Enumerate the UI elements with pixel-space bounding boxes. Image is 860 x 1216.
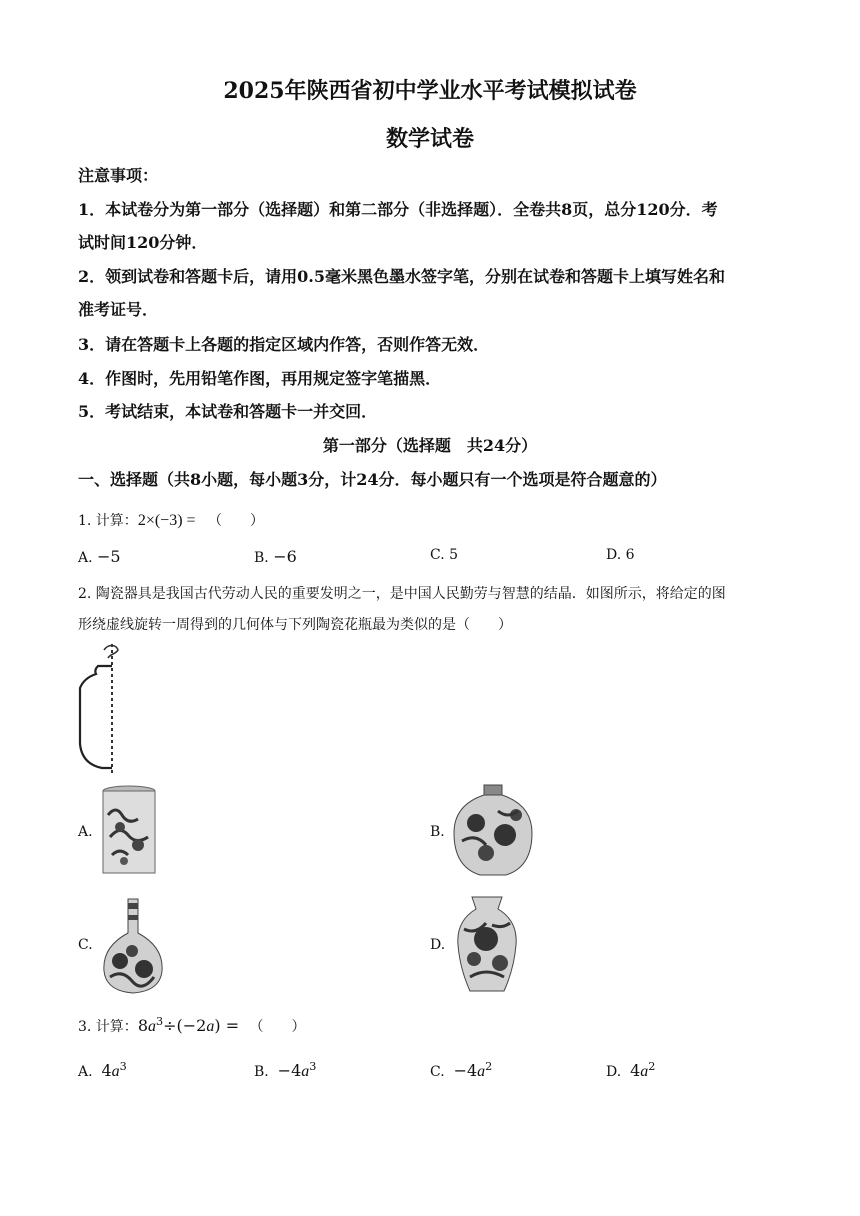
q3-option-b: B. $-4a^3$ xyxy=(254,1060,317,1081)
q1-option-b: B. −6 xyxy=(254,547,297,566)
q2-option-d-label: D. xyxy=(430,937,446,953)
notice-item-2-cont: 准考证号． xyxy=(78,300,159,319)
q3-expression: $8a^3\div(-2a)$ = xyxy=(137,1015,240,1036)
notice-item-3: 3．请在答题卡上各题的指定区域内作答，否则作答无效． xyxy=(78,335,490,354)
q2-option-c-label: C. xyxy=(78,937,93,953)
notice-heading: 注意事项： xyxy=(78,166,159,185)
q2-option-a-label: A. xyxy=(78,824,93,840)
q1-option-d: D. 6 xyxy=(606,547,635,563)
notice-item-5: 5．考试结束，本试卷和答题卡一并交回． xyxy=(78,402,378,421)
q2-stem-line-2: 形绕虚线旋转一周得到的几何体与下列陶瓷花瓶最为类似的是（ ） xyxy=(78,617,512,633)
q2-stem-line-1: 2. 陶瓷器具是我国古代劳动人民的重要发明之一，是中国人民勤劳与智慧的结晶．如图所示，将给定的图 xyxy=(78,586,726,602)
q1-stem: 1. 计算：2×(−3) = （ ） xyxy=(78,512,264,529)
q2-option-b-label: B. xyxy=(430,824,445,840)
section-heading: 一、选择题（共8小题，每小题3分，计24分．每小题只有一个选项是符合题意的） xyxy=(78,470,667,489)
q3-option-c: C. $-4a^2$ xyxy=(430,1060,493,1081)
bottle-vase-image xyxy=(100,897,166,995)
rotation-profile-figure xyxy=(72,640,132,778)
cylinder-vase-image xyxy=(100,785,158,877)
round-jar-vase-image xyxy=(450,783,536,879)
part1-title: 第一部分（选择题 共24分） xyxy=(322,436,538,455)
q3-option-d: D. $4a^2$ xyxy=(606,1060,656,1081)
notice-item-1: 1．本试卷分为第一部分（选择题）和第二部分（非选择题）．全卷共8页，总分120分．考 xyxy=(78,200,718,219)
q1-option-a: A. −5 xyxy=(78,547,121,566)
exam-title: 2025年陕西省初中学业水平考试模拟试卷 xyxy=(223,78,637,104)
q1-option-c: C. 5 xyxy=(430,547,459,563)
q3-stem: 3. 计算：$8a^3\div(-2a)$ = （ ） xyxy=(78,1015,306,1036)
notice-item-4: 4．作图时，先用铅笔作图，再用规定签字笔描黑． xyxy=(78,369,442,388)
notice-item-1-cont: 试时间120分钟． xyxy=(78,233,208,252)
q3-option-a: A. $4a^3$ xyxy=(78,1060,127,1081)
exam-subtitle: 数学试卷 xyxy=(385,126,474,152)
shouldered-vase-image xyxy=(452,895,522,995)
notice-item-2: 2．领到试卷和答题卡后，请用0.5毫米黑色墨水签字笔，分别在试卷和答题卡上填写姓名和 xyxy=(78,267,725,286)
